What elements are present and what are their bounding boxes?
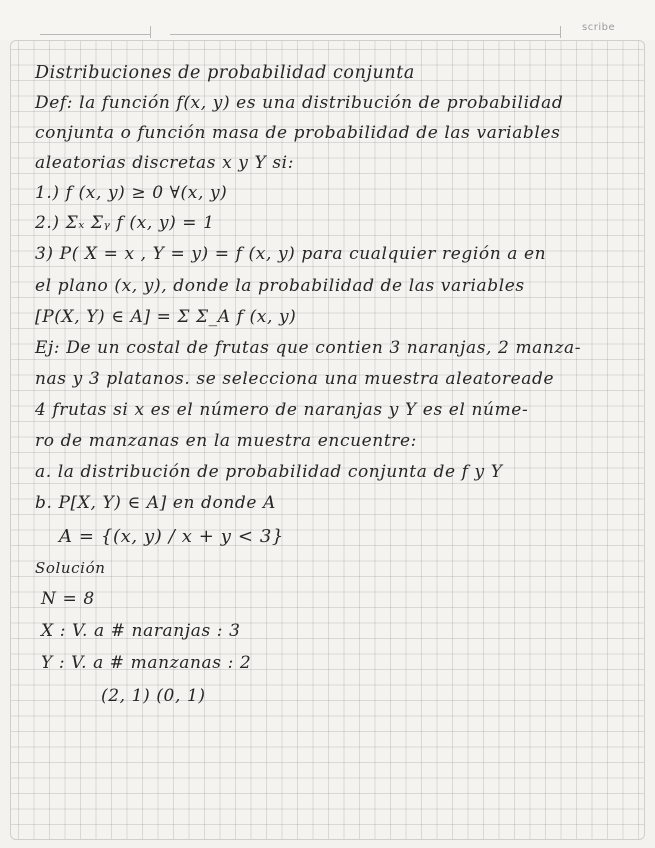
condition-3-line-3: [P(X, Y) ∈ A] = Σ Σ_A f (x, y) <box>35 307 297 327</box>
condition-2: 2.) Σₓ Σᵧ f (x, y) = 1 <box>35 213 215 233</box>
definition-line-1: Def: la función f(x, y) es una distribución de probabilidad <box>35 93 564 113</box>
example-line-2: nas y 3 platanos. se selecciona una muestra aleatoreade <box>35 369 555 389</box>
header-divider <box>150 26 151 38</box>
solution-n: N = 8 <box>41 589 95 609</box>
condition-1: 1.) f (x, y) ≥ 0 ∀(x, y) <box>35 183 228 203</box>
example-item-a: a. la distribución de probabilidad conjunta de f y Y <box>35 462 503 482</box>
solution-label: Solución <box>35 559 106 577</box>
notes-title: Distribuciones de probabilidad conjunta <box>35 63 415 83</box>
condition-3-line-1: 3) P( X = x , Y = y) = f (x, y) para cualquier región a en <box>35 244 547 264</box>
example-line-3: 4 frutas si x es el número de naranjas y Y es el núme- <box>35 400 529 420</box>
header-divider <box>560 26 561 38</box>
set-a-definition: A = {(x, y) / x + y < 3} <box>59 526 284 547</box>
example-item-b: b. P[X, Y) ∈ A] en donde A <box>35 493 276 513</box>
definition-line-3: aleatorias discretas x y Y si: <box>35 153 295 173</box>
header-rule <box>170 34 560 35</box>
example-line-1: Ej: De un costal de frutas que contien 3 naranjas, 2 manza- <box>35 338 582 358</box>
header-rule <box>40 34 150 35</box>
condition-3-line-2: el plano (x, y), donde la probabilidad de las variables <box>35 276 525 296</box>
solution-y-definition: Y : V. a # manzanas : 2 <box>41 653 252 673</box>
example-line-4: ro de manzanas en la muestra encuentre: <box>35 431 417 451</box>
definition-line-2: conjunta o función masa de probabilidad de las variables <box>35 123 561 143</box>
notebook-brand: scribe <box>582 22 616 33</box>
solution-x-definition: X : V. a # naranjas : 3 <box>41 621 241 641</box>
page-header <box>0 0 655 40</box>
grid-notebook-sheet <box>10 40 645 840</box>
solution-pairs: (2, 1) (0, 1) <box>101 686 206 706</box>
